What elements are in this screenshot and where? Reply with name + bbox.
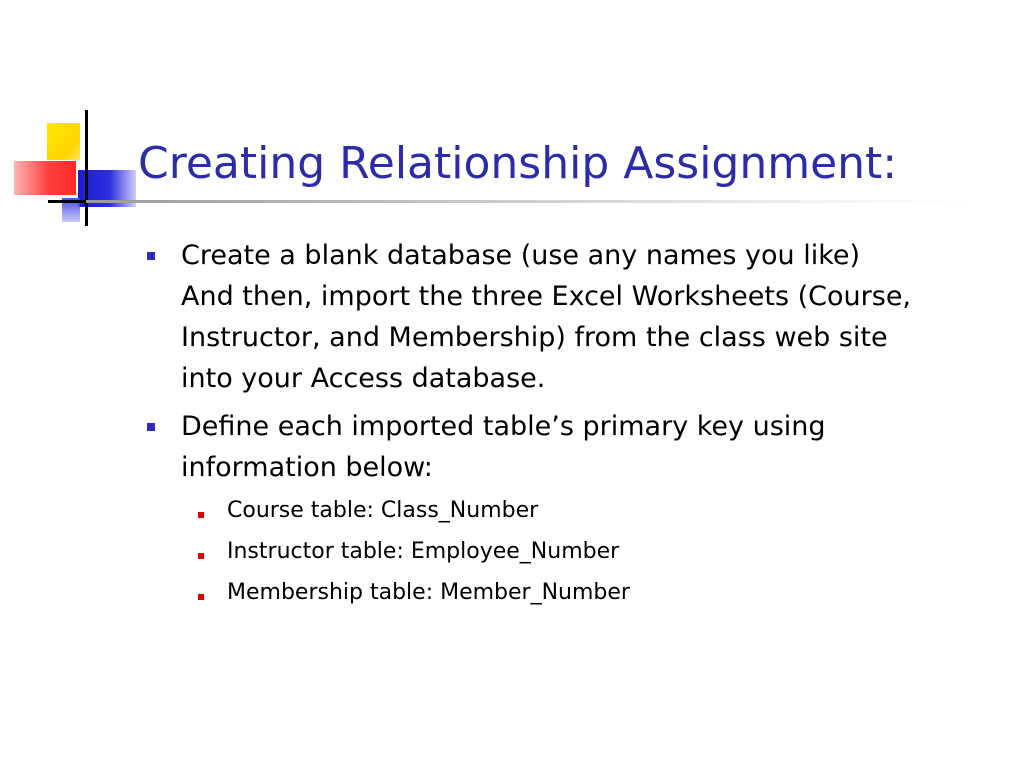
logo-vertical-line: [85, 110, 88, 226]
bullet-item: [181, 235, 911, 399]
bullet-line: Instructor, and Membership) from the class web site: [181, 322, 888, 353]
bullet-marker: [147, 423, 155, 431]
bullet-marker: [147, 252, 155, 260]
logo-red-bar: [14, 161, 76, 195]
title-underline-rule: [86, 200, 966, 203]
bullet-line: Create a blank database (use any names you like): [181, 240, 861, 271]
bullet-item: [181, 406, 826, 488]
bullet-line: And then, import the three Excel Worksheets (Course,: [181, 281, 912, 312]
sub-bullet-item: Membership table: Member_Number: [227, 580, 630, 605]
sub-bullet-item: Course table: Class_Number: [227, 498, 539, 523]
sub-bullet-item: Instructor table: Employee_Number: [227, 539, 620, 564]
sub-bullet-marker: [198, 594, 204, 600]
bullet-line: Define each imported table’s primary key using: [181, 411, 826, 442]
bullet-line: information below:: [181, 452, 433, 483]
logo-yellow-square: [47, 123, 80, 160]
sub-bullet-marker: [198, 512, 204, 518]
sub-bullet-marker: [198, 553, 204, 559]
slide-title: Creating Relationship Assignment:: [138, 138, 898, 189]
bullet-line: into your Access database.: [181, 363, 546, 394]
